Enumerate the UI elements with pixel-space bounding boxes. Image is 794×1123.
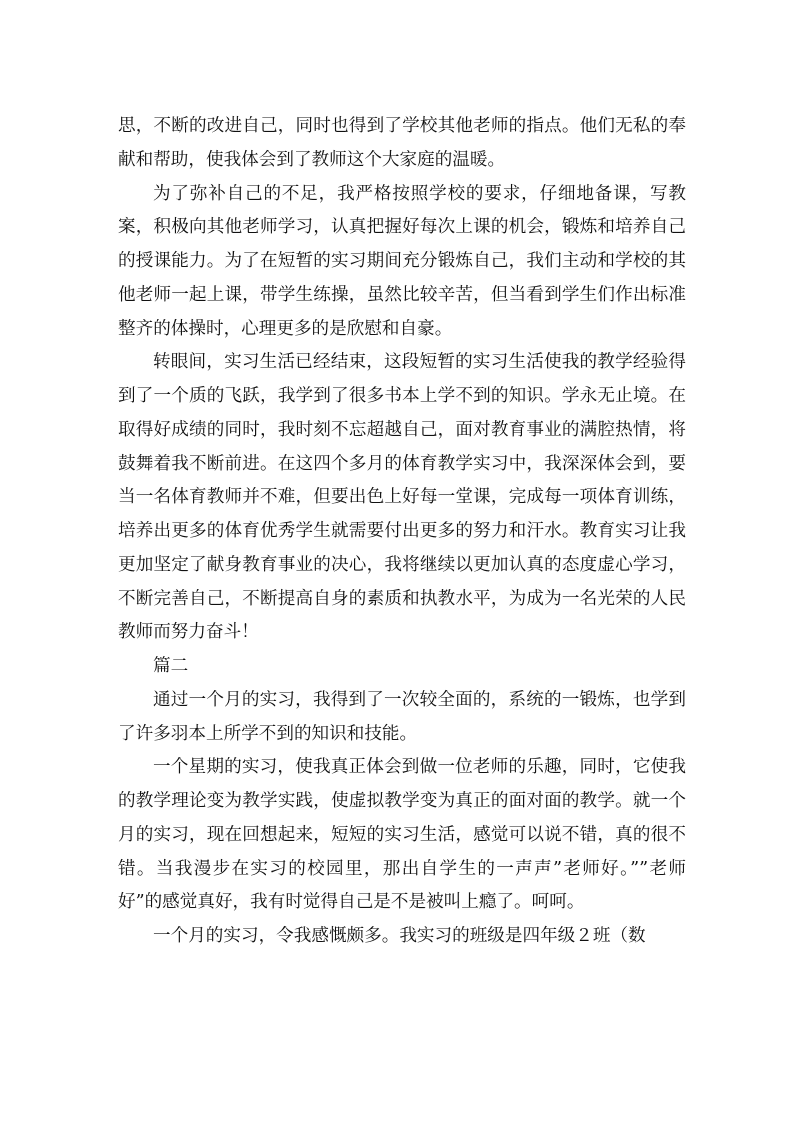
paragraph: 思，不断的改进自己，同时也得到了学校其他老师的指点。他们无私的奉献和帮助，使我体会到了教师这个大家庭的温暖。 (118, 116, 686, 170)
section-heading: 篇二 (153, 656, 189, 676)
paragraph: 一个星期的实习，使我真正体会到做一位老师的乐趣，同时，它使我的教学理论变为教学实践，使虚拟教学变为真正的面对面的教学。就一个月的实习，现在回想起来，短短的实习生活，感觉可以说不错，真的很不错。当我漫步在实习的校园里，那出自学生的一声声”老师好。””老师好”的感觉真好，我有时觉得自己是不是被叫上瘾了。呵呵。 (118, 757, 686, 913)
paragraph: 通过一个月的实习，我得到了一次较全面的，系统的一锻炼，也学到了许多羽本上所学不到的知识和技能。 (118, 689, 686, 744)
paragraph: 转眼间，实习生活已经结束，这段短暂的实习生活使我的教学经验得到了一个质的飞跃，我学到了很多书本上学不到的知识。学永无止境。在取得好成绩的同时，我时刻不忘超越自己，面对教育事业的满腔热情，将鼓舞着我不断前进。在这四个多月的体育教学实习中，我深深体会到，要当一名体育教师并不难，但要出色上好每一堂课，完成每一项体育训练，培养出更多的体育优秀学生就需要付出更多的努力和汗水。教育实习让我更加坚定了献身教育事业的决心，我将继续以更加认真的态度虚心学习，不断完善自己，不断提高自身的素质和执教水平，为成为一名光荣的人民教师而努力奋斗！ (118, 352, 686, 643)
paragraph: 一个月的实习，令我感慨颇多。我实习的班级是四年级２班（数 (153, 926, 646, 946)
document-page (118, 110, 686, 954)
paragraph: 为了弥补自己的不足，我严格按照学校的要求，仔细地备课，写教案，积极向其他老师学习，认真把握好每次上课的机会，锻炼和培养自己的授课能力。为了在短暂的实习期间充分锻炼自己，我们主动和学校的其他老师一起上课，带学生练操，虽然比较辛苦，但当看到学生们作出标准整齐的体操时，心理更多的是欣慰和自豪。 (118, 183, 686, 339)
